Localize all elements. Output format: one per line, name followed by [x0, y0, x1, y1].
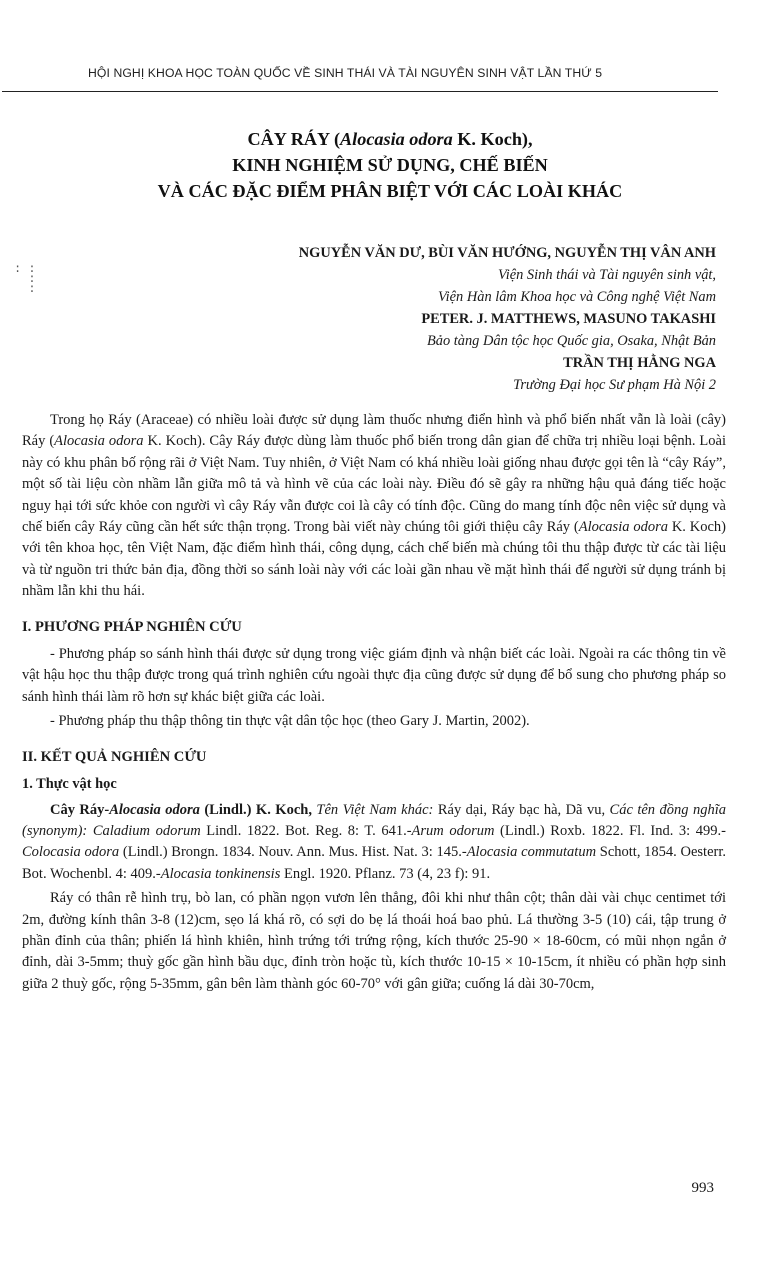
title-line-3: VÀ CÁC ĐẶC ĐIỂM PHÂN BIỆT VỚI CÁC LOÀI KHÁC: [157, 181, 623, 201]
subsection-heading-botany: 1. Thực vật học: [22, 776, 117, 793]
methods-paragraph-1: - Phương pháp so sánh hình thái được sử dụng trong việc giám định và nhận biết các loài. Ngoài ra các thông tin về vật hậu học thu thập được trong quá trình nghiên cứu ngoài thực địa cũng được sử dụng để bổ sung cho phương pháp so sánh hình thái làm rõ hơn sự khác biệt giữa các loài.: [22, 646, 726, 705]
margin-marks: : : : :: [14, 262, 36, 296]
title-line-2: KINH NGHIỆM SỬ DỤNG, CHẾ BIẾN: [232, 155, 548, 175]
author-names-1: NGUYỄN VĂN DƯ, BÙI VĂN HƯỚNG, NGUYỄN THỊ VÂN ANH: [298, 245, 716, 261]
affiliation-1b: Viện Hàn lâm Khoa học và Công nghệ Việt Nam: [437, 289, 716, 305]
affiliation-2: Bảo tàng Dân tộc học Quốc gia, Osaka, Nhật Bản: [427, 333, 716, 349]
affiliation-3: Trường Đại học Sư phạm Hà Nội 2: [513, 377, 716, 393]
description-paragraph: Ráy có thân rễ hình trụ, bò lan, có phần ngọn vươn lên thẳng, đôi khi như thân cột; thân dài vài chục centimet tới 2m, đường kính thân 3-8 (12)cm, sẹo lá khá rõ, có sợi do bẹ lá thoái hoá bao phủ. Lá thường 3-5 (10) cái, tập trung ở phần đỉnh của thân; phiến lá hình khiên, hình trứng tới trứng rộng, kích thước 25-90 × 18-60cm, có mũi nhọn ngắn ở đỉnh, dài 3-5mm; thuỳ gốc gần hình bầu dục, đỉnh tròn hoặc tù, kích thước 10-15 × 10-15cm, ít nhiều có phần hợp sinh giữa 2 thuỳ gốc, rộng 5-35mm, gân bên làm thành góc 60-70° với gân giữa; cuống lá dài 30-70cm,: [22, 890, 726, 992]
title-line-1: CÂY RÁY (Alocasia odora K. Koch),: [247, 129, 533, 149]
section-heading-methods: I. PHƯƠNG PHÁP NGHIÊN CỨU: [22, 618, 242, 635]
synonymy-paragraph: Cây Ráy-Alocasia odora (Lindl.) K. Koch, Tên Việt Nam khác: Ráy dại, Ráy bạc hà, Dã vu, Các tên đồng nghĩa (synonym): Caladium odorum Lindl. 1822. Bot. Reg. 8: T. 641.-Arum odorum (Lindl.) Roxb. 1822. Fl. Ind. 3: 499.-Colocasia odora (Lindl.) Brongn. 1834. Nouv. Ann. Mus. Hist. Nat. 3: 145.-Alocasia commutatum Schott, 1854. Oesterr. Bot. Wochenbl. 4: 409.-Alocasia tonkinensis Engl. 1920. Pflanz. 73 (4, 23 f): 91.: [22, 801, 727, 882]
author-names-3: TRẦN THỊ HẰNG NGA: [563, 355, 716, 371]
header-rule: [2, 91, 718, 92]
title-species-name: Alocasia odora: [340, 129, 453, 149]
paper-title: [60, 126, 720, 204]
page-number: 993: [691, 1180, 714, 1196]
affiliation-1a: Viện Sinh thái và Tài nguyên sinh vật,: [498, 267, 716, 283]
author-block: [76, 242, 716, 396]
body-text: [22, 410, 726, 995]
running-header: HỘI NGHỊ KHOA HỌC TOÀN QUỐC VỀ SINH THÁI VÀ TÀI NGUYÊN SINH VẬT LẦN THỨ 5: [88, 66, 603, 80]
section-heading-results: II. KẾT QUẢ NGHIÊN CỨU: [22, 748, 207, 765]
methods-paragraph-2: - Phương pháp thu thập thông tin thực vật dân tộc học (theo Gary J. Martin, 2002).: [50, 713, 530, 730]
author-names-2: PETER. J. MATTHEWS, MASUNO TAKASHI: [421, 311, 716, 327]
intro-paragraph: Trong họ Ráy (Araceae) có nhiều loài được sử dụng làm thuốc nhưng điển hình và phổ biến nhất vẫn là loài (cây) Ráy (Alocasia odora K. Koch). Cây Ráy được dùng làm thuốc phổ biến trong dân gian để chữa trị nhiều loại bệnh. Loài này có khu phân bố rộng rãi ở Việt Nam. Tuy nhiên, ở Việt Nam có khá nhiều loài giống nhau được gọi tên là “cây Ráy”, một số tài liệu còn nhầm lẫn giữa mô tả và hình vẽ của các loài này. Điều đó sẽ gây ra những hậu quả đáng tiếc hoặc nguy hại tới sức khỏe con người vì cây Ráy vẫn được coi là cây có tính độc. Cũng do mang tính độc nên việc sử dụng và chế biến cây Ráy cũng cần hết sức thận trọng. Trong bài viết này chúng tôi giới thiệu cây Ráy (Alocasia odora K. Koch) với tên khoa học, tên Việt Nam, đặc điểm hình thái, công dụng, cách chế biến mà chúng tôi thu thập được từ các tài liệu và từ nguồn tri thức bản địa, đồng thời so sánh loài này với các loài gần nhau về mặt hình thái để người sử dụng tránh bị nhầm lẫn khi thu hái.: [22, 412, 727, 600]
